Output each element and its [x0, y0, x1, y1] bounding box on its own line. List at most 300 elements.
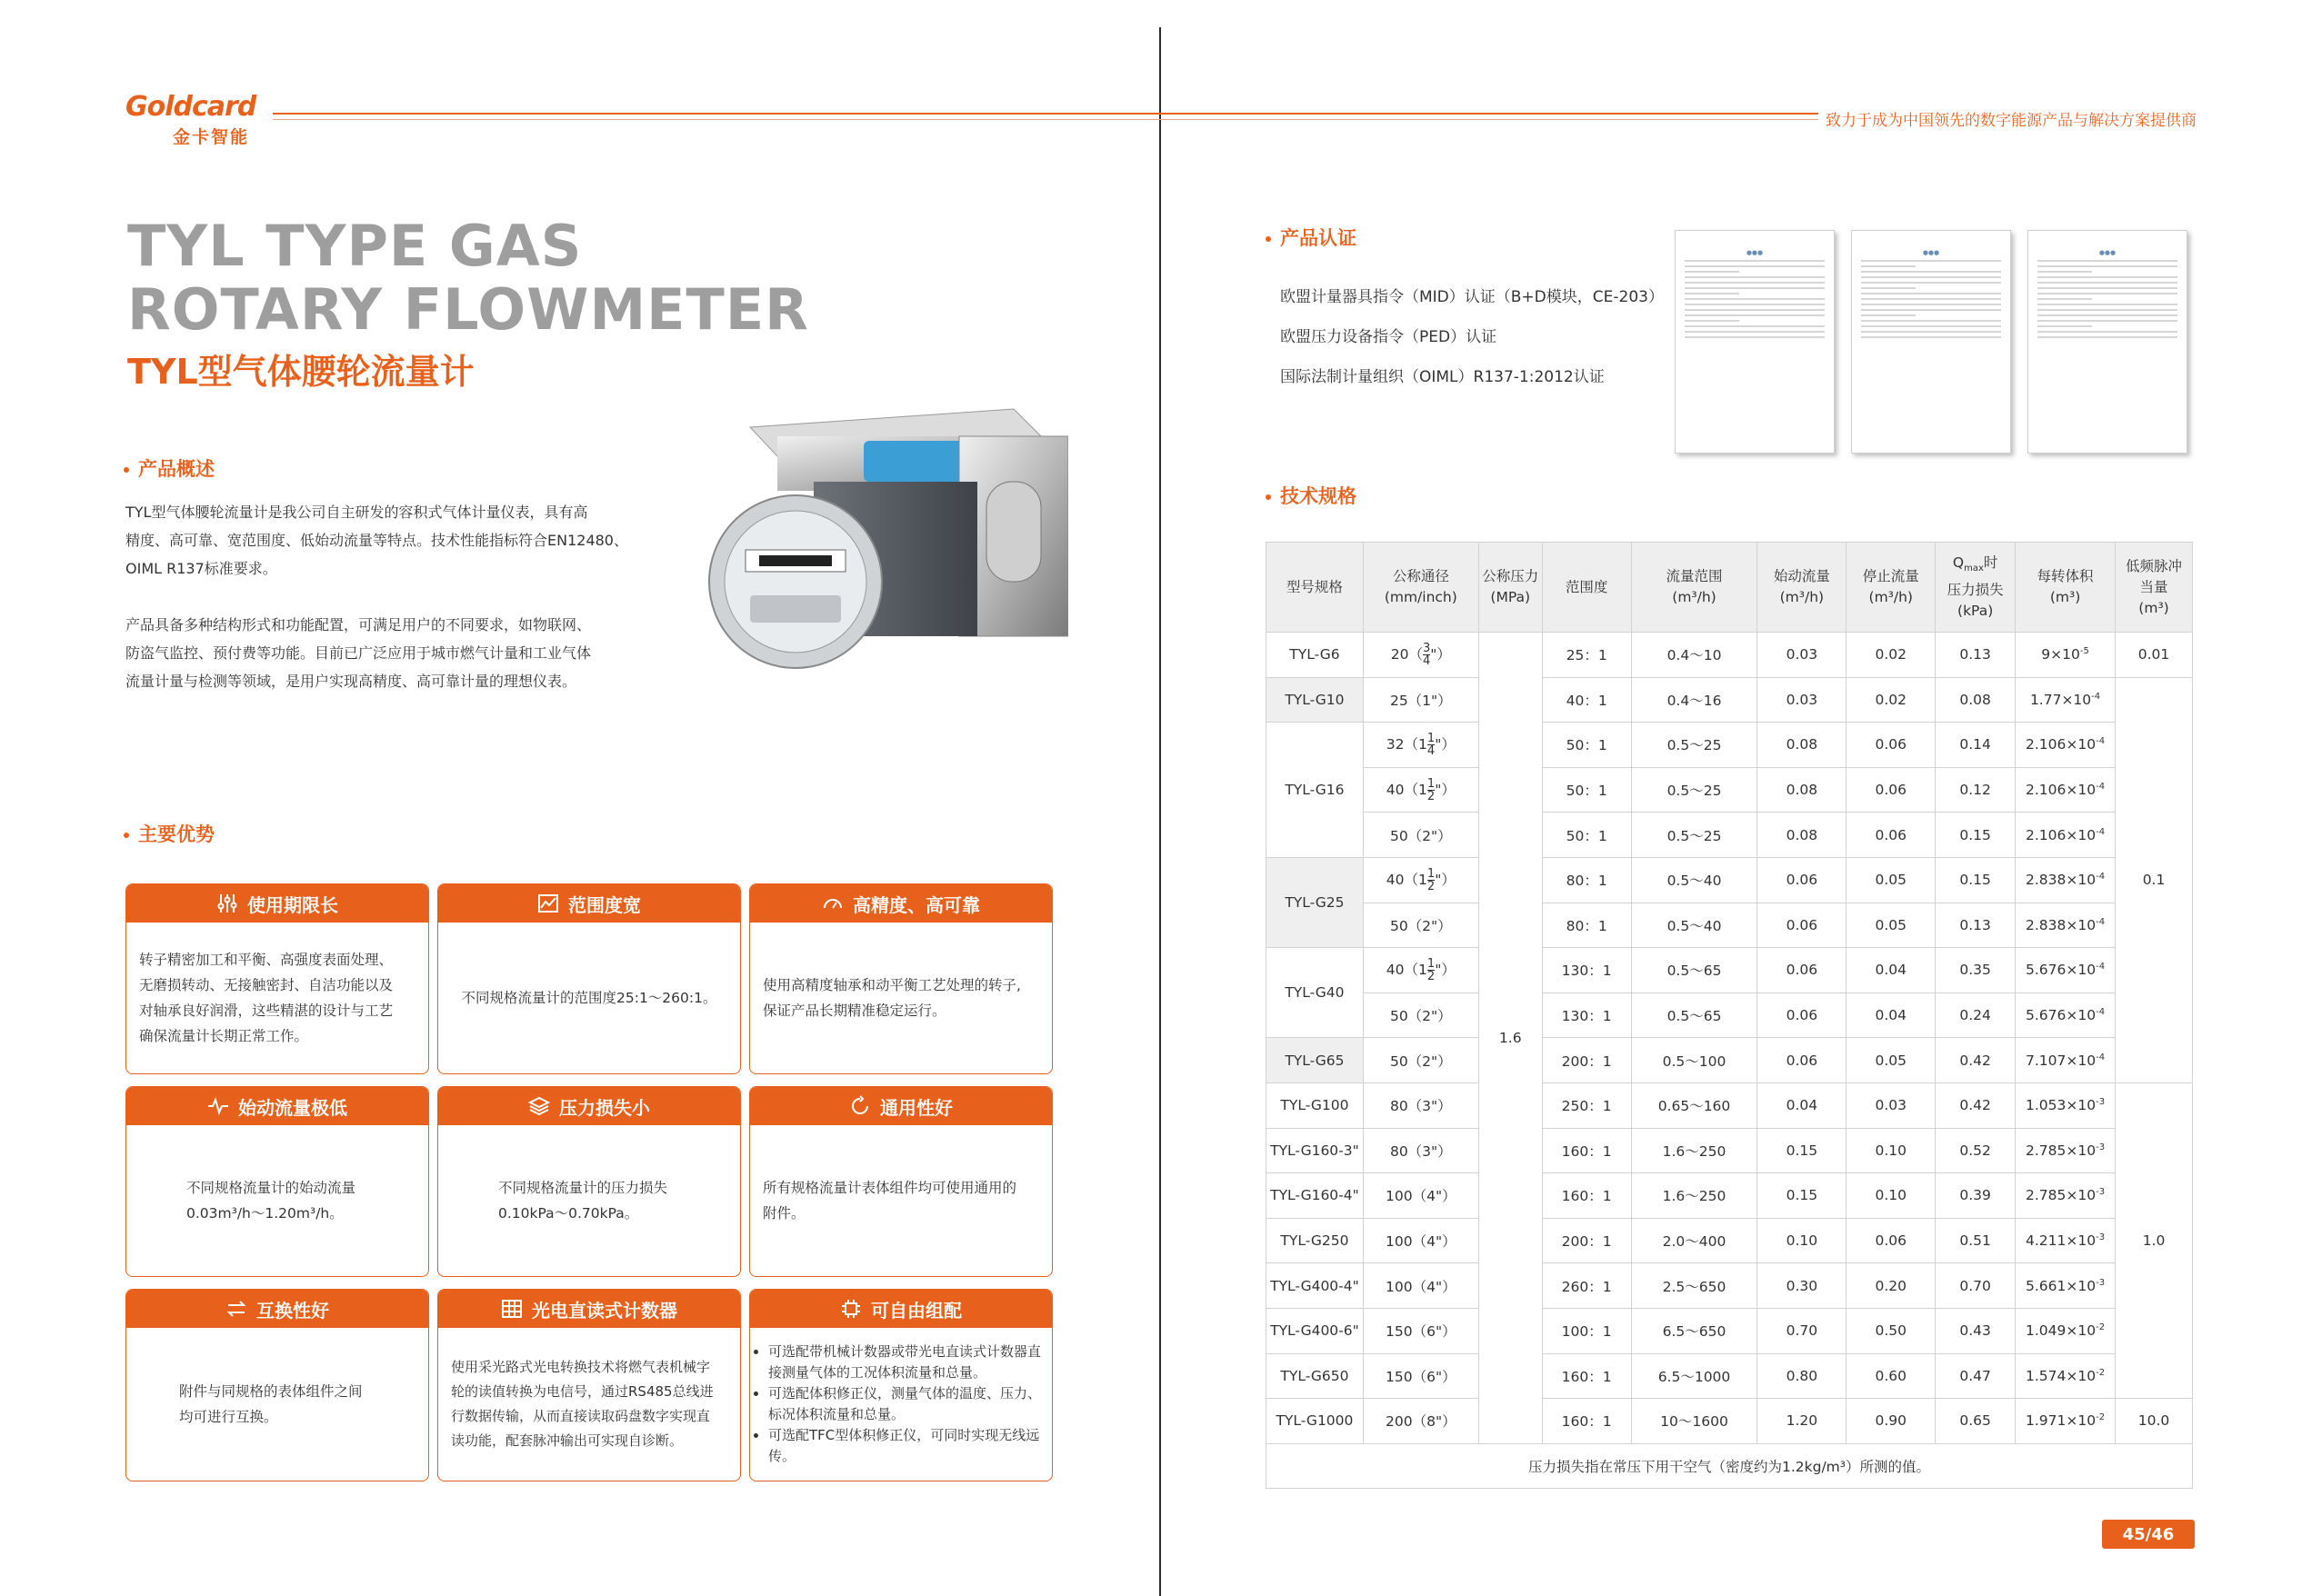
cell-loss: 0.13 [1936, 633, 2016, 678]
cell-model: TYL-G10 [1266, 677, 1364, 723]
cell-dn: 25（1"） [1363, 677, 1478, 723]
table-row [1266, 1399, 2193, 1444]
cell-flow: 1.6～250 [1631, 1128, 1757, 1173]
cell-dn: 80（3"） [1363, 1082, 1478, 1128]
volume-exponent: -3 [2096, 1187, 2106, 1198]
dn-denominator: 4 [1422, 653, 1431, 668]
card-text-line: 确保流量计长期正常工作。 [139, 1028, 309, 1044]
cell-volume [2016, 1263, 2116, 1309]
table-row [1266, 1308, 2193, 1353]
card-header [750, 1087, 1052, 1125]
card-title: 使用期限长 [247, 893, 338, 916]
cell-loss: 0.08 [1936, 677, 2016, 723]
card-text-line: 所有规格流量计表体组件均可使用通用的 [763, 1180, 1017, 1196]
cell-range: 250：1 [1542, 1082, 1631, 1128]
dn-suffix: "） [1430, 645, 1451, 663]
swap-icon [225, 1298, 247, 1320]
title-line-2: ROTARY FLOWMETER [127, 276, 809, 343]
cell-volume [2016, 1218, 2116, 1263]
card-title: 互换性好 [256, 1299, 329, 1322]
advantage-card-precision [749, 883, 1053, 1074]
cell-loss: 0.39 [1936, 1173, 2016, 1219]
gauge-icon [822, 893, 844, 914]
chip-icon [840, 1298, 862, 1320]
volume-exponent: -4 [2096, 872, 2106, 883]
card-body [438, 1328, 740, 1481]
volume-exponent: -4 [2096, 782, 2106, 792]
cell-model: TYL-G40 [1266, 948, 1364, 1038]
page-title-en [127, 214, 809, 342]
card-text-line: 对轴承良好润滑，这些精湛的设计与工艺 [139, 1002, 394, 1019]
card-title: 光电直读式计数器 [532, 1299, 677, 1322]
cell-volume [2016, 857, 2116, 903]
cell-stop: 0.05 [1847, 1038, 1936, 1083]
dn-prefix: 40（ [1386, 781, 1419, 798]
cell-model: TYL-G16 [1266, 723, 1364, 858]
counter-icon [501, 1298, 523, 1320]
volume-mantissa: 2.785×10 [2026, 1187, 2097, 1204]
cell-volume [2016, 677, 2116, 723]
dn-denominator: 4 [1426, 743, 1436, 758]
cell-dn [1363, 857, 1478, 903]
cell-stop: 0.06 [1847, 1218, 1936, 1263]
cell-dn: 100（4"） [1363, 1173, 1478, 1219]
cell-dn: 50（2"） [1363, 903, 1478, 948]
card-header [126, 1290, 428, 1328]
overview-heading: 产品概述 [124, 454, 215, 482]
overview-paragraph-1 [125, 498, 671, 583]
volume-exponent: -2 [2096, 1412, 2106, 1423]
cell-flow: 6.5～650 [1631, 1308, 1757, 1353]
table-row [1266, 677, 2193, 723]
dn-whole: 1 [1418, 735, 1427, 753]
cell-loss: 0.51 [1936, 1218, 2016, 1263]
cell-volume [2016, 633, 2116, 678]
cell-dn: 80（3"） [1363, 1128, 1478, 1173]
cert-logo-icon: ●●● [1922, 249, 1940, 256]
cell-stop: 0.50 [1847, 1308, 1936, 1353]
card-text-line: 转子精密加工和平衡、高强度表面处理、 [139, 952, 394, 968]
volume-exponent: -4 [2096, 826, 2106, 837]
cell-start: 0.06 [1757, 1038, 1847, 1083]
cell-loss: 0.35 [1936, 948, 2016, 993]
overview-p2-line: 流量计量与检测等领域，是用户实现高精度、高可靠计量的理想仪表。 [125, 673, 577, 690]
card-header [438, 1290, 740, 1328]
specs-heading: 技术规格 [1266, 482, 1356, 509]
cell-model: TYL-G160-3" [1266, 1128, 1364, 1173]
dn-prefix: 20（ [1390, 645, 1423, 663]
cell-dn: 150（6"） [1363, 1308, 1478, 1353]
table-row [1266, 723, 2193, 768]
cell-pulse: 10.0 [2116, 1399, 2193, 1444]
col-pulse: 低频脉冲 当量 (m³) [2116, 543, 2193, 633]
cell-stop: 0.04 [1847, 993, 1936, 1038]
card-text-line: 行数据传输，从而直接读取码盘数字实现直 [451, 1408, 711, 1424]
cell-flow: 0.65～160 [1631, 1082, 1757, 1128]
cell-stop: 0.02 [1847, 677, 1936, 723]
table-row [1266, 903, 2193, 948]
volume-mantissa: 2.106×10 [2026, 826, 2097, 843]
cell-volume [2016, 723, 2116, 768]
page-spread-divider [1159, 27, 1161, 1596]
certification-heading: 产品认证 [1266, 224, 1356, 251]
col-start: 始动流量 (m³/h) [1757, 543, 1847, 633]
cell-range: 160：1 [1542, 1173, 1631, 1219]
cycle-icon [849, 1095, 871, 1117]
volume-mantissa: 5.676×10 [2026, 1007, 2097, 1024]
volume-mantissa: 7.107×10 [2026, 1052, 2097, 1069]
card-text-line: 无磨损转动、无接触密封、自洁功能以及 [139, 977, 394, 993]
card-title: 范围度宽 [568, 893, 641, 916]
card-title: 始动流量极低 [238, 1096, 347, 1119]
brand-logo: Goldcard [125, 91, 256, 123]
volume-mantissa: 2.106×10 [2026, 736, 2097, 753]
cell-start: 0.08 [1757, 813, 1847, 858]
cell-flow: 6.5～1000 [1631, 1353, 1757, 1399]
chart-icon [537, 893, 559, 914]
volume-exponent: -4 [2096, 962, 2106, 973]
dn-denominator: 2 [1426, 789, 1436, 803]
advantage-card-longevity [125, 883, 429, 1074]
cell-flow: 2.5～650 [1631, 1263, 1757, 1309]
cell-range: 160：1 [1542, 1399, 1631, 1444]
cell-pulse: 0.1 [2116, 677, 2193, 1082]
overview-p1-line: 精度、高可靠、宽范围度、低始动流量等特点。技术性能指标符合EN12480、 [125, 532, 628, 549]
cell-range: 50：1 [1542, 723, 1631, 768]
header-rule-thin [273, 119, 1818, 120]
cert-logo-icon: ●●● [2098, 249, 2117, 256]
card-title: 高精度、高可靠 [853, 893, 980, 916]
cell-dn [1363, 767, 1478, 813]
cell-range: 25：1 [1542, 633, 1631, 678]
brand-logo-cn: 金卡智能 [173, 127, 250, 147]
cell-dn: 100（4"） [1363, 1218, 1478, 1263]
cell-model: TYL-G160-4" [1266, 1173, 1364, 1219]
cell-start: 0.08 [1757, 767, 1847, 813]
cell-volume [2016, 903, 2116, 948]
cell-dn: 150（6"） [1363, 1353, 1478, 1399]
cell-loss: 0.12 [1936, 767, 2016, 813]
config-option: • 可选配TFC型体积修正仪，可同时实现无线远传。 [768, 1425, 1043, 1467]
col-pressure: 公称压力 (MPa) [1478, 543, 1542, 633]
volume-mantissa: 1.971×10 [2026, 1412, 2097, 1430]
col-stop: 停止流量 (m³/h) [1847, 543, 1936, 633]
cell-start: 1.20 [1757, 1399, 1847, 1444]
volume-mantissa: 1.053×10 [2026, 1097, 2097, 1114]
cell-dn: 50（2"） [1363, 1038, 1478, 1083]
cell-range: 200：1 [1542, 1038, 1631, 1083]
volume-exponent: -4 [2091, 691, 2101, 702]
cell-range: 130：1 [1542, 948, 1631, 993]
volume-mantissa: 2.106×10 [2026, 782, 2097, 799]
col-loss: $Q_{max}$时 压力损失 (kPa) [1936, 543, 2016, 633]
cell-model: TYL-G400-4" [1266, 1263, 1364, 1309]
cell-flow: 0.5～40 [1631, 903, 1757, 948]
cell-loss: 0.14 [1936, 723, 2016, 768]
cell-flow: 0.5～65 [1631, 948, 1757, 993]
config-options-list [756, 1342, 1043, 1467]
cell-model: TYL-G6 [1266, 633, 1364, 678]
cell-stop: 0.20 [1847, 1263, 1936, 1309]
certificate-image-oiml [2027, 230, 2187, 454]
card-body [750, 1125, 1052, 1276]
table-row [1266, 1218, 2193, 1263]
advantage-card-low-loss [437, 1086, 741, 1277]
dn-prefix: 32（ [1386, 735, 1419, 753]
spec-table [1266, 542, 2193, 1489]
card-title: 压力损失小 [559, 1096, 650, 1119]
cell-volume [2016, 993, 2116, 1038]
card-text-line: 使用高精度轴承和动平衡工艺处理的转子, [763, 977, 1021, 993]
card-text-line: 附件与同规格的表体组件之间 [179, 1383, 363, 1400]
volume-exponent: -2 [2096, 1322, 2106, 1333]
cell-loss: 0.42 [1936, 1082, 2016, 1128]
spec-table-header [1266, 543, 2193, 633]
table-row [1266, 1173, 2193, 1219]
card-body [126, 1125, 428, 1276]
cell-loss: 0.13 [1936, 903, 2016, 948]
card-text-line: 不同规格流量计的范围度25:1～260:1。 [461, 990, 717, 1006]
table-note-row [1266, 1443, 2193, 1488]
volume-mantissa: 1.77×10 [2029, 691, 2092, 708]
cell-volume [2016, 1038, 2116, 1083]
overview-p1-line: OIML R137标准要求。 [125, 560, 277, 577]
card-body [126, 923, 428, 1073]
volume-exponent: -3 [2096, 1097, 2106, 1108]
table-row [1266, 1038, 2193, 1083]
cell-range: 50：1 [1542, 767, 1631, 813]
card-title: 通用性好 [880, 1096, 953, 1119]
cell-flow: 0.5～40 [1631, 857, 1757, 903]
dn-fraction [1427, 868, 1435, 893]
card-text-line: 附件。 [763, 1205, 806, 1222]
cell-volume [2016, 1173, 2116, 1219]
volume-exponent: -3 [2096, 1277, 2106, 1288]
cell-stop: 0.90 [1847, 1399, 1936, 1444]
card-header [750, 1290, 1052, 1328]
dn-suffix: "） [1435, 871, 1456, 888]
card-text-line: 保证产品长期精准稳定运行。 [763, 1002, 946, 1019]
cell-loss: 0.52 [1936, 1128, 2016, 1173]
cell-range: 160：1 [1542, 1128, 1631, 1173]
volume-mantissa: 1.049×10 [2026, 1322, 2097, 1340]
brand-slogan: 致力于成为中国领先的数字能源产品与解决方案提供商 [1826, 112, 2197, 130]
card-text-line: 读功能，配套脉冲输出可实现自诊断。 [451, 1432, 684, 1449]
cell-stop: 0.10 [1847, 1173, 1936, 1219]
cert-item: 欧盟计量器具指令（MID）认证（B+D模块，CE-203） [1280, 288, 1664, 306]
card-header [750, 884, 1052, 923]
cell-volume [2016, 1128, 2116, 1173]
header-rule [273, 113, 1818, 115]
table-row [1266, 767, 2193, 813]
cell-stop: 0.10 [1847, 1128, 1936, 1173]
advantages-heading: 主要优势 [124, 820, 215, 847]
flowmeter-product-image [659, 400, 1068, 727]
title-line-1: TYL TYPE GAS [127, 213, 583, 279]
table-row [1266, 1128, 2193, 1173]
dn-fraction [1427, 958, 1435, 983]
table-row [1266, 633, 2193, 678]
cell-pressure: 1.6 [1478, 633, 1542, 1444]
card-body [438, 1125, 740, 1276]
cell-volume [2016, 767, 2116, 813]
advantage-card-interchange [125, 1289, 429, 1481]
cell-start: 0.06 [1757, 903, 1847, 948]
card-text-line: 0.03m³/h～1.20m³/h。 [186, 1205, 344, 1222]
overview-p2-line: 防盗气监控、预付费等功能。目前已广泛应用于城市燃气计量和工业气体 [125, 644, 592, 662]
cell-pulse: 0.01 [2116, 633, 2193, 678]
cell-stop: 0.05 [1847, 857, 1936, 903]
cell-pulse: 1.0 [2116, 1082, 2193, 1398]
cell-dn [1363, 948, 1478, 993]
dn-denominator: 2 [1426, 879, 1436, 893]
sliders-icon [216, 893, 238, 914]
volume-mantissa: 4.211×10 [2026, 1232, 2097, 1250]
volume-mantissa: 2.838×10 [2026, 916, 2097, 933]
cell-flow: 2.0～400 [1631, 1218, 1757, 1263]
cell-dn [1363, 723, 1478, 768]
cell-start: 0.06 [1757, 948, 1847, 993]
cell-volume [2016, 1353, 2116, 1399]
certificate-image-mid [1675, 230, 1835, 454]
cell-start: 0.30 [1757, 1263, 1847, 1309]
cell-dn: 100（4"） [1363, 1263, 1478, 1309]
cert-item: 国际法制计量组织（OIML）R137-1:2012认证 [1280, 368, 1605, 386]
cell-volume [2016, 948, 2116, 993]
cell-start: 0.06 [1757, 993, 1847, 1038]
cell-loss: 0.15 [1936, 813, 2016, 858]
cell-flow: 0.5～25 [1631, 813, 1757, 858]
cell-model: TYL-G250 [1266, 1218, 1364, 1263]
col-dn: 公称通径 (mm/inch) [1363, 543, 1478, 633]
card-text-line: 0.10kPa～0.70kPa。 [498, 1205, 639, 1222]
table-row [1266, 1082, 2193, 1128]
cert-logo-icon: ●●● [1746, 249, 1764, 256]
cell-flow: 0.5～25 [1631, 767, 1757, 813]
cell-start: 0.15 [1757, 1173, 1847, 1219]
cell-range: 50：1 [1542, 813, 1631, 858]
advantage-card-universal [749, 1086, 1053, 1277]
cell-dn: 50（2"） [1363, 993, 1478, 1038]
col-range: 范围度 [1542, 543, 1631, 633]
volume-exponent: -3 [2096, 1232, 2106, 1242]
volume-exponent: -4 [2096, 736, 2106, 747]
overview-paragraph-2 [125, 611, 671, 695]
volume-exponent: -4 [2096, 1052, 2106, 1062]
cell-flow: 0.5～100 [1631, 1038, 1757, 1083]
table-row [1266, 1353, 2193, 1399]
card-header [126, 884, 428, 923]
cell-range: 80：1 [1542, 857, 1631, 903]
cell-start: 0.03 [1757, 633, 1847, 678]
cell-flow: 0.4～16 [1631, 677, 1757, 723]
cell-loss: 0.24 [1936, 993, 2016, 1038]
dn-numerator: 1 [1426, 956, 1436, 971]
page-number: 45/46 [2102, 1520, 2195, 1549]
cell-range: 100：1 [1542, 1308, 1631, 1353]
layers-icon [528, 1095, 550, 1117]
advantage-card-wide-range [437, 883, 741, 1074]
cell-start: 0.70 [1757, 1308, 1847, 1353]
card-header [438, 1087, 740, 1125]
dn-numerator: 1 [1426, 731, 1436, 745]
volume-exponent: -3 [2096, 1142, 2106, 1152]
volume-mantissa: 5.676×10 [2026, 962, 2097, 979]
dn-numerator: 1 [1426, 866, 1436, 881]
cell-flow: 1.6～250 [1631, 1173, 1757, 1219]
volume-mantissa: 9×10 [2041, 646, 2080, 663]
dn-fraction [1427, 733, 1435, 757]
table-footnote: 压力损失指在常压下用干空气（密度约为1.2kg/m³）所测的值。 [1266, 1443, 2193, 1488]
table-row [1266, 1263, 2193, 1309]
dn-numerator: 3 [1422, 641, 1431, 655]
dn-suffix: "） [1435, 961, 1456, 978]
config-option: • 可选配带机械计数器或带光电直读式计数器直接测量气体的工况体积流量和总量。 [768, 1342, 1043, 1383]
card-text-line: 使用采光路式光电转换技术将燃气表机械字 [451, 1359, 711, 1375]
cell-model: TYL-G65 [1266, 1038, 1364, 1083]
cell-model: TYL-G650 [1266, 1353, 1364, 1399]
cell-loss: 0.65 [1936, 1399, 2016, 1444]
dn-denominator: 2 [1426, 969, 1436, 983]
config-option: • 可选配体积修正仪，测量气体的温度、压力、标况体积流量和总量。 [768, 1383, 1043, 1425]
cell-stop: 0.02 [1847, 633, 1936, 678]
cell-stop: 0.06 [1847, 767, 1936, 813]
cell-loss: 0.43 [1936, 1308, 2016, 1353]
cell-model: TYL-G25 [1266, 857, 1364, 947]
dn-prefix: 40（ [1386, 871, 1419, 888]
card-text-line: 不同规格流量计的压力损失 [498, 1180, 668, 1196]
cell-loss: 0.47 [1936, 1353, 2016, 1399]
card-body [438, 923, 740, 1073]
pulse-icon [207, 1095, 229, 1117]
cell-dn: 50（2"） [1363, 813, 1478, 858]
cell-range: 80：1 [1542, 903, 1631, 948]
cell-model: TYL-G400-6" [1266, 1308, 1364, 1353]
col-volume: 每转体积 (m³) [2016, 543, 2116, 633]
card-body [750, 1328, 1052, 1481]
dn-suffix: "） [1435, 781, 1456, 798]
cell-flow: 0.5～65 [1631, 993, 1757, 1038]
cell-stop: 0.06 [1847, 723, 1936, 768]
card-body [126, 1328, 428, 1481]
card-header [126, 1087, 428, 1125]
advantage-card-low-start [125, 1086, 429, 1277]
table-row [1266, 813, 2193, 858]
cell-range: 260：1 [1542, 1263, 1631, 1309]
volume-exponent: -4 [2096, 1006, 2106, 1017]
cell-start: 0.03 [1757, 677, 1847, 723]
page-title-cn: TYL型气体腰轮流量计 [127, 352, 475, 392]
cell-stop: 0.03 [1847, 1082, 1936, 1128]
cell-start: 0.80 [1757, 1353, 1847, 1399]
cell-volume [2016, 1082, 2116, 1128]
table-row [1266, 993, 2193, 1038]
cell-volume [2016, 1399, 2116, 1444]
cell-model: TYL-G100 [1266, 1082, 1364, 1128]
volume-mantissa: 2.785×10 [2026, 1142, 2097, 1159]
cell-flow: 10～1600 [1631, 1399, 1757, 1444]
cell-start: 0.08 [1757, 723, 1847, 768]
card-header [438, 884, 740, 923]
cell-volume [2016, 1308, 2116, 1353]
cell-range: 40：1 [1542, 677, 1631, 723]
card-text-line: 不同规格流量计的始动流量 [186, 1180, 356, 1196]
cell-start: 0.06 [1757, 857, 1847, 903]
advantage-card-configurable [749, 1289, 1053, 1481]
volume-exponent: -2 [2096, 1367, 2106, 1378]
cell-dn: 200（8"） [1363, 1399, 1478, 1444]
cell-stop: 0.60 [1847, 1353, 1936, 1399]
